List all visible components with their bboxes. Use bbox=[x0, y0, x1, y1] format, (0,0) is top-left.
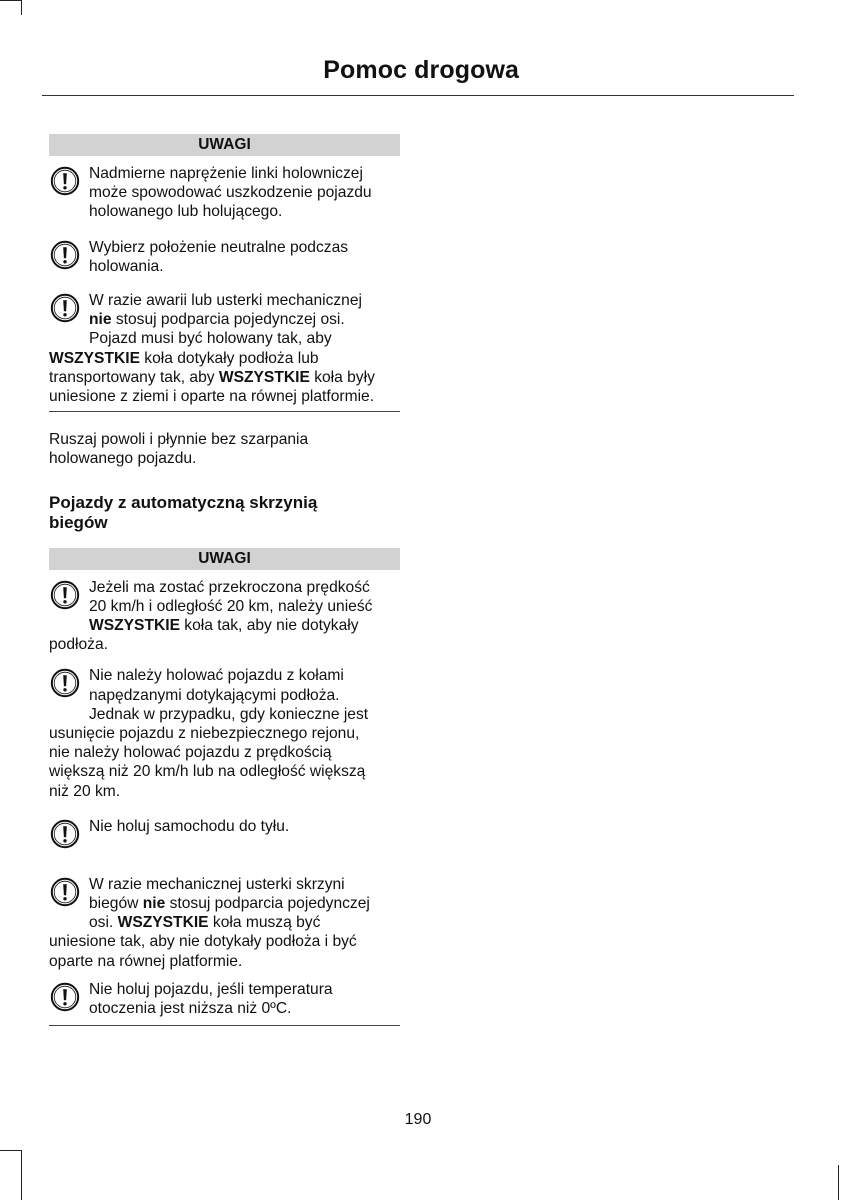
warning-text-line: holowanego lub holującego. bbox=[89, 203, 283, 221]
page-title: Pomoc drogowa bbox=[323, 56, 519, 84]
warning-item bbox=[49, 238, 400, 276]
body-paragraph bbox=[49, 430, 400, 468]
crop-mark bbox=[838, 1165, 839, 1200]
warning-text-line: W razie awarii lub usterki mechanicznej bbox=[89, 292, 362, 310]
exclamation-circle-icon bbox=[50, 240, 80, 270]
warning-text-line: nie należy holować pojazdu z prędkością bbox=[49, 744, 332, 762]
warning-text-span: transportowany tak, aby bbox=[49, 368, 219, 386]
warning-heading: UWAGI bbox=[49, 548, 400, 570]
warning-item bbox=[49, 817, 400, 855]
warning-text-line bbox=[49, 616, 400, 635]
warning-item bbox=[49, 291, 400, 406]
warning-text-line: uniesione z ziemi i oparte na równej platformie. bbox=[49, 388, 375, 406]
subheading-line: biegów bbox=[49, 512, 108, 532]
emphasis-text: WSZYSTKIE bbox=[218, 368, 310, 386]
warning-text-line: Nadmierne naprężenie linki holowniczej bbox=[89, 165, 363, 182]
title-divider bbox=[42, 95, 794, 96]
warning-text-line: podłoża. bbox=[49, 636, 108, 654]
crop-mark bbox=[21, 1150, 22, 1200]
warning-item bbox=[49, 666, 400, 800]
warning-text-line bbox=[49, 913, 400, 932]
exclamation-circle-icon bbox=[50, 982, 80, 1012]
warning-text-line: Nie należy holować pojazdu z kołami bbox=[89, 667, 344, 685]
exclamation-circle-icon bbox=[50, 819, 80, 849]
warning-text-line bbox=[49, 349, 400, 368]
crop-mark bbox=[0, 1150, 22, 1151]
page-number: 190 bbox=[404, 1111, 432, 1128]
crop-mark bbox=[21, 0, 22, 15]
paragraph-line: Ruszaj powoli i płynnie bez szarpania bbox=[49, 431, 309, 449]
warning-box bbox=[49, 134, 400, 412]
warning-item bbox=[49, 578, 400, 655]
exclamation-circle-icon bbox=[50, 166, 80, 196]
warning-text-span: koła były bbox=[309, 368, 375, 386]
warning-heading: UWAGI bbox=[49, 134, 400, 156]
warning-text-line: niż 20 km. bbox=[49, 782, 121, 800]
warning-text-line: W razie mechanicznej usterki skrzyni bbox=[89, 875, 345, 893]
warning-text-span: koła muszą być bbox=[208, 914, 321, 932]
warning-text-line: uniesione tak, aby nie dotykały podłoża i być bbox=[49, 933, 357, 951]
warning-box bbox=[49, 548, 400, 1027]
content-column bbox=[49, 134, 400, 1026]
emphasis-text: WSZYSTKIE bbox=[89, 617, 180, 635]
warning-text-line: 20 km/h i odległość 20 km, należy unieść bbox=[89, 597, 373, 615]
warning-text-line bbox=[49, 310, 400, 329]
exclamation-circle-icon bbox=[50, 668, 80, 698]
emphasis-text: WSZYSTKIE bbox=[49, 349, 140, 367]
warning-text-span: stosuj podparcia pojedynczej osi. bbox=[111, 311, 345, 329]
warning-text-line bbox=[49, 894, 400, 913]
warning-item bbox=[49, 164, 400, 222]
warning-text-span: koła dotykały podłoża lub bbox=[139, 349, 319, 367]
warning-text-span: stosuj podparcia pojedynczej bbox=[165, 895, 370, 913]
warning-text-line: oparte na równej platformie. bbox=[49, 952, 243, 970]
warning-text-line: Wybierz położenie neutralne podczas bbox=[89, 238, 349, 256]
warning-text-line: otoczenia jest niższa niż 0ºC. bbox=[89, 1000, 292, 1018]
warning-text-line: usunięcie pojazdu z niebezpiecznego rejonu, bbox=[49, 725, 360, 743]
warning-text-span: osi. bbox=[89, 914, 118, 932]
crop-mark bbox=[0, 0, 21, 1]
warning-text-span: koła tak, aby nie dotykały bbox=[179, 617, 359, 635]
warning-text-line: Pojazd musi być holowany tak, aby bbox=[89, 330, 332, 348]
warning-text-line: Nie holuj pojazdu, jeśli temperatura bbox=[89, 980, 333, 998]
exclamation-circle-icon bbox=[50, 580, 80, 610]
emphasis-text: WSZYSTKIE bbox=[117, 914, 209, 932]
warning-text-span: biegów bbox=[89, 895, 143, 913]
warning-text-line: Nie holuj samochodu do tyłu. bbox=[89, 817, 290, 835]
warning-text-line bbox=[49, 368, 400, 387]
exclamation-circle-icon bbox=[50, 877, 80, 907]
subheading-line: Pojazdy z automatyczną skrzynią bbox=[49, 492, 318, 512]
warning-text-line: większą niż 20 km/h lub na odległość większą bbox=[49, 763, 366, 781]
warning-text-line: Jednak w przypadku, gdy konieczne jest bbox=[89, 705, 369, 723]
exclamation-circle-icon bbox=[50, 293, 80, 323]
paragraph-line: holowanego pojazdu. bbox=[49, 450, 197, 468]
warning-text-line: Jeżeli ma zostać przekroczona prędkość bbox=[89, 578, 370, 596]
warning-text-line: holowania. bbox=[89, 257, 164, 275]
section-subheading bbox=[49, 493, 400, 533]
warning-item bbox=[49, 875, 400, 971]
emphasis-text: nie bbox=[89, 311, 112, 329]
warning-text-line: napędzanymi dotykającymi podłoża. bbox=[89, 686, 340, 704]
warning-text-line: może spowodować uszkodzenie pojazdu bbox=[89, 184, 372, 202]
warning-item bbox=[49, 980, 400, 1018]
emphasis-text: nie bbox=[142, 895, 166, 913]
